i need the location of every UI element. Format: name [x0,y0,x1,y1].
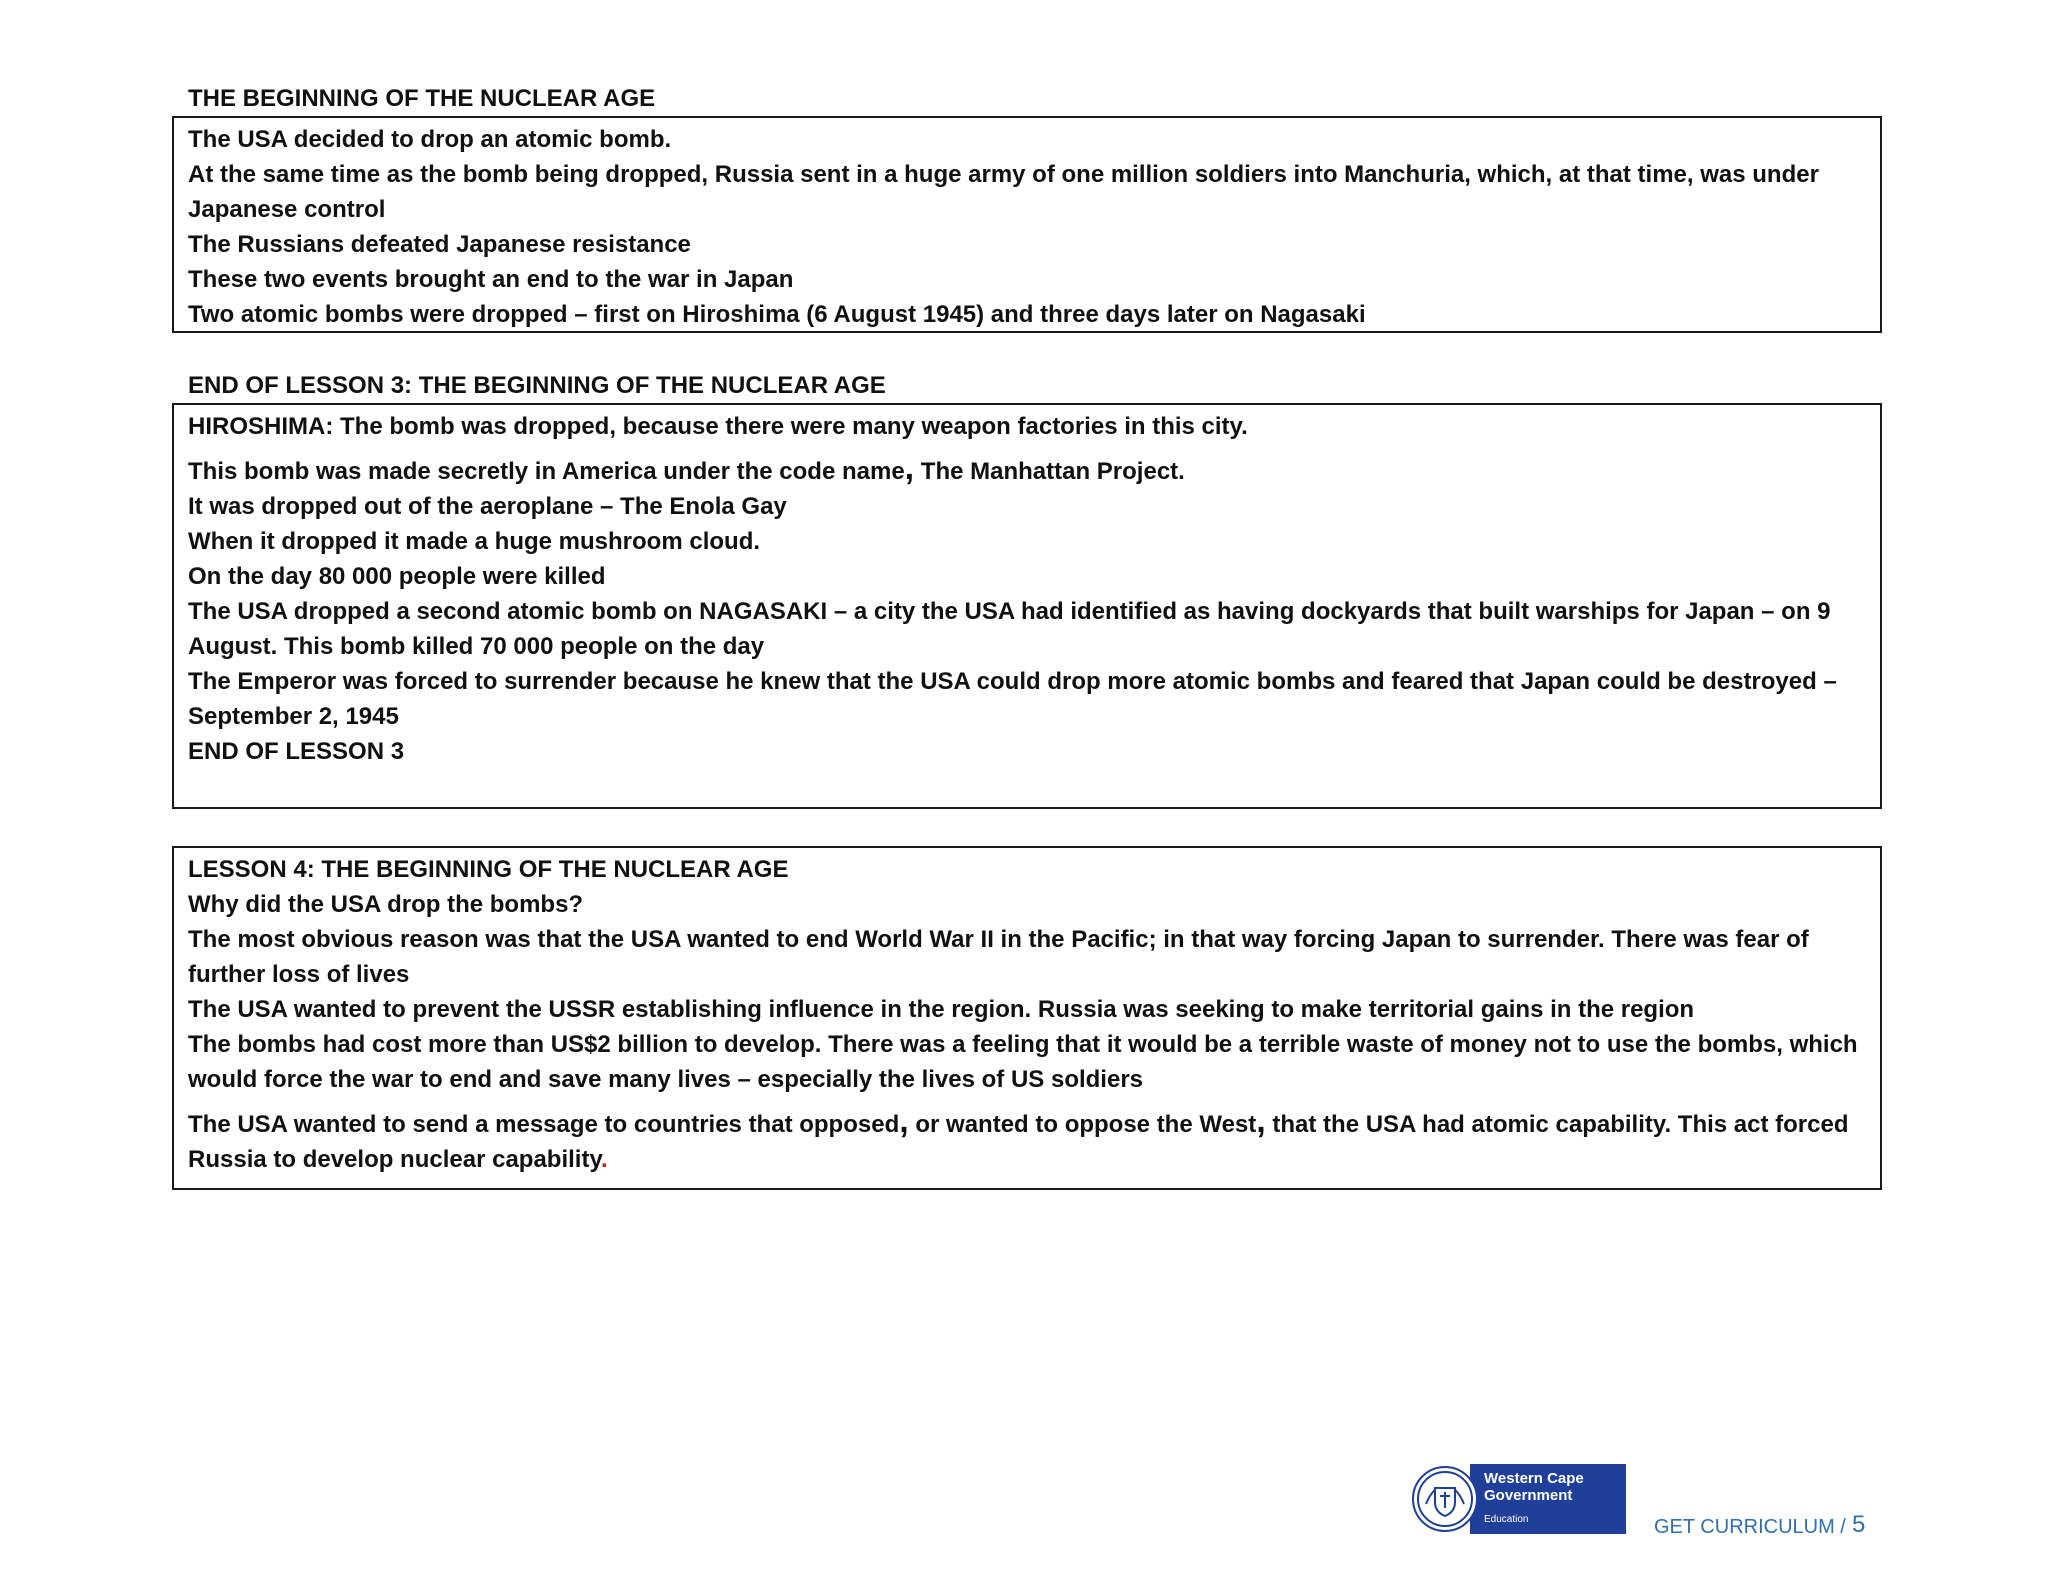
text-line: END OF LESSON 3 [188,738,405,765]
text-span: The USA wanted to send a message to countries that opposed [188,1111,900,1138]
text-line: On the day 80 000 people were killed [188,563,606,590]
text-line: It was dropped out of the aeroplane – The Enola Gay [188,493,787,520]
org-name: Western Cape Government [1484,1470,1584,1504]
text-span: The Manhattan Project. [914,458,1185,485]
text-line: The bombs had cost more than US$2 billion to develop. There was a feeling that it would be a terrible waste of money not to use the bombs, which would force the war to end and save many lives – especially the lives of US soldiers [188,1031,1858,1093]
section-heading: THE BEGINNING OF THE NUCLEAR AGE [188,85,656,112]
text-line: The USA wanted to prevent the USSR establishing influence in the region. Russia was seeking to make territorial gains in the region [188,996,1695,1023]
text-line: Two atomic bombs were dropped – first on Hiroshima (6 August 1945) and three days later on Nagasaki [188,301,1366,328]
text-span: This bomb was made secretly in America under the code name [188,458,905,485]
text-line: Why did the USA drop the bombs? [188,891,584,918]
text-span: or wanted to oppose the West [908,1111,1257,1138]
text-line: These two events brought an end to the war in Japan [188,266,794,293]
text-span: that the USA had atomic capability. This act forced Russia to develop nuclear capability [188,1111,1849,1173]
text-line: The Emperor was forced to surrender because he knew that the USA could drop more atomic bombs and feared that Japan could be destroyed – September 2, 1945 [188,668,1837,730]
curriculum-label: GET CURRICULUM / [1654,1516,1846,1538]
text-line: HIROSHIMA: The bomb was dropped, because there were many weapon factories in this city. [188,413,1248,440]
coat-of-arms-icon [1412,1466,1478,1532]
western-cape-government-logo [1412,1464,1626,1534]
text-line: The most obvious reason was that the USA wanted to end World War II in the Pacific; in that way forcing Japan to surrender. There was fear of further loss of lives [188,926,1809,988]
text-line: The Russians defeated Japanese resistance [188,231,691,258]
text-line: This bomb was made secretly in America under the code name, The Manhattan Project. [188,449,1185,487]
text-line: The USA wanted to send a message to countries that opposed, or wanted to oppose the West, that the USA had atomic capability. This act forced Russia to develop nuclear capability. [188,1102,1849,1173]
content-box [172,846,1882,1190]
text-span: . [601,1146,608,1173]
text-line: The USA decided to drop an atomic bomb. [188,126,672,153]
text-line: The USA dropped a second atomic bomb on NAGASAKI – a city the USA had identified as having dockyards that built warships for Japan – on 9 August. This bomb killed 70 000 people on the day [188,598,1831,660]
text-line: When it dropped it made a huge mushroom cloud. [188,528,761,555]
page-number: 5 [1852,1511,1866,1538]
dept-name: Education [1484,1514,1529,1525]
content-box [172,403,1882,809]
section-heading: END OF LESSON 3: THE BEGINNING OF THE NUCLEAR AGE [188,372,886,399]
content-box [172,116,1882,333]
text-line: LESSON 4: THE BEGINNING OF THE NUCLEAR AGE [188,856,789,883]
text-line: At the same time as the bomb being dropped, Russia sent in a huge army of one million soldiers into Manchuria, which, at that time, was under Japanese control [188,161,1819,223]
